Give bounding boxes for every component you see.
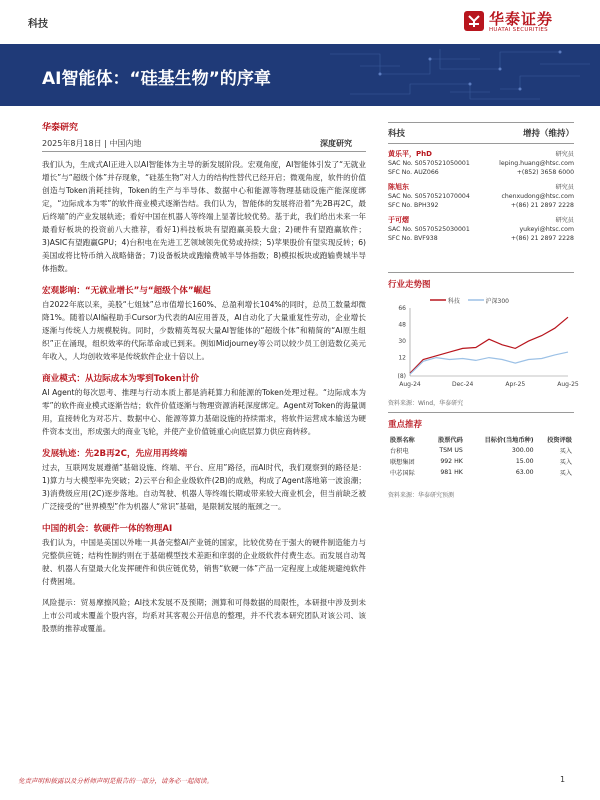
investment-rating: 买入 <box>559 448 572 455</box>
analyst-sfc: SFC No. BPH392 <box>388 202 439 209</box>
analyst-name: 于可熠 <box>388 216 409 224</box>
stock-name: 联想集团 <box>390 459 415 466</box>
trend-chart-svg <box>388 304 579 392</box>
series-line-tech <box>410 317 568 373</box>
analyst-phone: +(86) 21 2897 2228 <box>510 202 574 209</box>
intro-paragraph: 我们认为，生成式AI正进入以AI智能体为主导的新发展阶段。宏观角度，AI智能体引发了“无就业增长”与“超级个体”并存现象，“硅基生物”对人力的结构性替代已经开启；微观角度，软件的价值创造与Token消耗挂钩，Token的生产与半导体、数据中心和能源等物理基础设施产能深度绑定，“边际成本为零”的软件商业模式逐渐告结。我们认为，智能体的发展将沿着“先2B再2C，最后终端”的产业发展轨迹；看好中国在机器人等终端上显著比较优势。基于此，我们给出未来一年最看好板块的投资前八大推荐，看好1)科技板块有望跑赢美股大盘；2)硬件有望跑赢软件；3)ASIC有望跑赢GPU；4)台积电在先进工艺领域领先优势或持续；5)苹果股价有望实现反转；6)美国或将比特币纳入战略储备；7)设备板块或跑输费城半导体指数；8)模拟板块或跑输费城半导体指数。 <box>42 160 366 273</box>
investment-rating: 买入 <box>559 459 572 466</box>
analyst-email[interactable]: chenxudong@htsc.com <box>501 193 574 200</box>
report-title: AI智能体：“硅基生物”的序章 <box>42 69 271 89</box>
column-header: 目标价(当地币种) <box>484 437 534 444</box>
y-tick-label: 48 <box>398 321 406 329</box>
rating-row <box>388 127 574 139</box>
analyst-sfc: SFC No. BVF938 <box>388 235 438 242</box>
y-tick-label: 30 <box>398 338 406 346</box>
chart-source: 资料来源：Wind，华泰研究 <box>388 400 464 407</box>
x-tick-label: Aug-25 <box>557 381 579 388</box>
rating-sector: 科技 <box>388 129 406 139</box>
rating-value: 增持（维持） <box>522 129 574 139</box>
target-price: 300.00 <box>511 447 534 454</box>
analyst-phone: +(86) 21 2897 2228 <box>510 235 574 242</box>
analyst-name: 黄乐平，PhD <box>388 150 432 158</box>
section-macro-text: 自2022年底以来，美股“七姐妹”总市值增长160%、总盈利增长104%的同时，总员工数量却微降1%。随着以AI编程助手Cursor为代表的AI应用普及，AI自动化了大量重复性劳动，企业增长逐渐与传统人力规模脱钩。同时，少数精英驾驭大量AI智能体的“超级个体”和精简的“AI原生组织”正在涌现，组织效率的代际革命或已到来。例如Midjourney等公司以较少员工创造数亿美元年收入，人均创收效率是传统软件企业十倍以上。 <box>42 300 366 361</box>
analyst-role: 研究员 <box>555 184 574 191</box>
analyst-sac: SAC No. S0570521070004 <box>388 193 470 200</box>
logo-en-text: HUATAI SECURITIES <box>489 27 548 33</box>
legend-label-tech: 科技 <box>447 298 460 305</box>
table-header-row <box>388 434 574 445</box>
legend-swatch-tech <box>430 297 446 303</box>
body-content <box>42 158 366 635</box>
analyst-sfc: SFC No. AUZ066 <box>388 169 439 176</box>
title-banner <box>0 44 600 106</box>
section-china-text: 我们认为，中国是美国以外唯一具备完整AI产业链的国家，比较优势在于强大的硬件制造能力与完整供应链；结构性制约则在于基础模型技术差距和庠弱的企业级软件付费生态。而发展自动驾驶、机器人有望最大化发挥硬件和供应链优势，销售“软硬一体”产品一定程度上或能规避纯软件付费困境。 <box>42 538 366 586</box>
table-row <box>388 467 574 478</box>
divider <box>42 151 366 152</box>
logo-cn-text: 华泰证券 <box>489 10 554 28</box>
meta-separator: | <box>104 139 110 148</box>
section-business-title: 商业模式：从边际成本为零到Token计价 <box>42 374 199 384</box>
analyst-card <box>388 216 574 243</box>
research-label: 华泰研究 <box>42 123 79 133</box>
column-header: 投资评级 <box>547 437 572 444</box>
right-rating-rule <box>388 143 574 144</box>
analyst-role: 研究员 <box>555 151 574 158</box>
legend-label-csi300: 沪深300 <box>485 298 509 305</box>
column-header: 股票代码 <box>438 437 463 444</box>
footer-disclaimer: 免责声明和披露以及分析师声明是报告的一部分，请务必一起阅读。 <box>18 777 213 785</box>
recs-source: 资料来源：华泰研究预测 <box>388 492 455 499</box>
analyst-phone: +(852) 3658 6000 <box>516 169 574 176</box>
stock-name: 中芯国际 <box>390 470 415 477</box>
x-tick-label: Dec-24 <box>451 381 474 388</box>
chart-title: 行业走势图 <box>388 280 431 290</box>
series-line-csi300 <box>410 352 568 374</box>
investment-rating: 买入 <box>559 470 572 477</box>
risk-paragraph: 风险提示：贸易摩擦风险；AI技术发展不及预期；测算和可得数据的局限性，本研报中涉及到未上市公司或未覆盖个股内容，均系对其客观公开信息的整理，并不代表本研究团队对该公司、该股票的推荐或覆盖。 <box>42 598 366 633</box>
report-meta <box>42 138 366 149</box>
target-price: 15.00 <box>515 458 534 465</box>
analyst-sac: SAC No. S0570525030001 <box>388 226 470 233</box>
analyst-card <box>388 150 574 177</box>
recommendations-table <box>388 434 574 478</box>
recs-table-wrap <box>388 434 574 478</box>
section-trajectory-text: 过去，互联网发展遵循“基础设施、终端、平台、应用”路径，而AI时代，我们观察到的路径是：1)算力与大模型率先突破；2)云平台和企业级软件(2B)的成熟，构成了Agent落地第一波浪潮；3)消费级应用(2C)逐步落地。自动驾驶、机器人等终端长期或带来较大商业机会，但当前缺乏被广泛接受的“世界模型”作为机器人“常识”基础，是限制发展的瓶颈之一。 <box>42 463 366 511</box>
legend-swatch-csi300 <box>468 297 484 303</box>
y-tick-label: (8) <box>397 373 406 380</box>
header-sector-label: 科技 <box>28 19 48 30</box>
section-macro-title: 宏观影响：“无就业增长”与“超级个体”崛起 <box>42 286 211 296</box>
analyst-name: 陈旭东 <box>388 183 409 191</box>
analyst-email[interactable]: leping.huang@htsc.com <box>499 160 574 167</box>
table-row <box>388 456 574 467</box>
right-top-rule <box>388 122 574 123</box>
stock-code: 981 HK <box>440 469 463 476</box>
y-tick-label: 12 <box>398 354 406 362</box>
analyst-email[interactable]: yukeyi@htsc.com <box>519 226 574 233</box>
target-price: 63.00 <box>515 469 534 476</box>
report-date: 2025年8月18日 <box>42 139 102 148</box>
analyst-sac: SAC No. S0570521050001 <box>388 160 470 167</box>
huatai-logo <box>463 8 579 38</box>
table-row <box>388 445 574 456</box>
x-tick-label: Apr-25 <box>505 381 526 388</box>
analyst-role: 研究员 <box>555 217 574 224</box>
chart-top-rule <box>388 272 574 273</box>
doc-type: 深度研究 <box>320 139 352 148</box>
huatai-logo-mark-icon <box>463 10 485 32</box>
y-tick-label: 66 <box>398 305 406 312</box>
section-trajectory-title: 发展轨迹：先2B再2C，先应用再终端 <box>42 449 188 459</box>
recs-top-rule <box>388 412 574 413</box>
analyst-list <box>388 150 574 243</box>
stock-code: TSM US <box>439 447 463 454</box>
industry-trend-chart <box>388 296 579 392</box>
section-business-text: AI Agent的每次思考、推理与行动本质上都是消耗算力和能源的Token处理过程。“边际成本为零”的软件商业模式逐渐告结；软件价值逐渐与物理资源消耗深度绑定。Agent对Token的海量调用，直接转化为对芯片、数据中心、能源等算力基础设施的持续需求，将软件运营成本输送为硬件资本支出，形成强大的商业飞轮，并使产业价值链重心向底层算力供应商转移。 <box>42 388 366 436</box>
stock-name: 台积电 <box>390 448 409 455</box>
page-number: 1 <box>560 775 566 784</box>
stock-code: 992 HK <box>440 458 463 465</box>
recs-title: 重点推荐 <box>388 420 423 430</box>
analyst-card <box>388 183 574 210</box>
report-region: 中国内地 <box>109 139 142 148</box>
section-china-title: 中国的机会：软硬件一体的物理AI <box>42 524 173 534</box>
column-header: 股票名称 <box>390 437 415 444</box>
x-tick-label: Aug-24 <box>399 381 421 388</box>
